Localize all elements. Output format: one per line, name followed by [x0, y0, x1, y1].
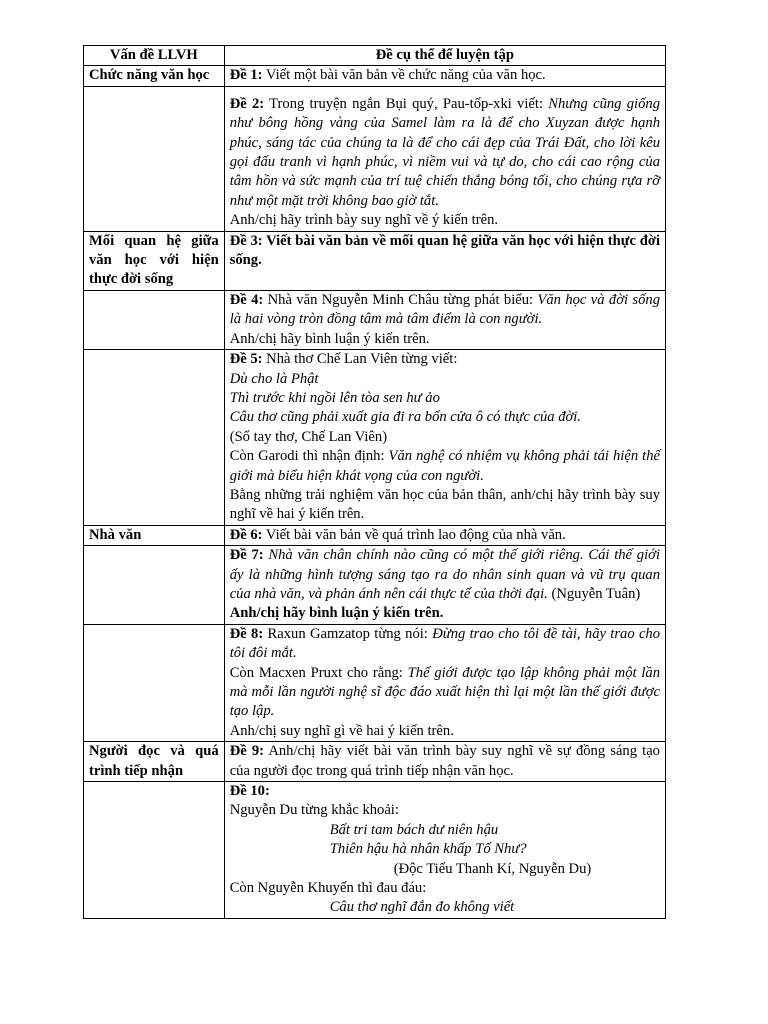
- exercise-table: [83, 45, 666, 919]
- topic-cell: [84, 86, 225, 231]
- exercise-cell: [224, 782, 665, 919]
- topic-cell: [84, 782, 225, 919]
- exercise-text: Viết một bài văn bản về chức năng của văn học.: [262, 67, 546, 84]
- table-row: [84, 525, 666, 545]
- topic-cell: Mối quan hệ giữa văn học với hiện thực đời sống: [84, 231, 225, 290]
- table-row: [84, 66, 666, 86]
- header-exercise: Đề cụ thể để luyện tập: [224, 46, 665, 66]
- exercise-cell: [224, 624, 665, 741]
- exercise-quote: Nhưng cũng giống như bông hồng vàng của Samel làm ra là để cho Xuyzan được hạnh phúc, sáng tác của chúng ta là để cho cái đẹp của Trái Đất, cho lời kêu gọi đấu tranh vì hạnh phúc, vì niềm vui và tự do, cho cái cao rộng của tâm hồn và sức mạnh của trí tuệ chiến thắng bóng tối, cho chúng rựa rỡ như một mặt trời không bao giờ tắt.: [229, 95, 660, 209]
- exercise-text: Nhà văn Nguyễn Minh Châu từng phát biểu:: [263, 291, 538, 308]
- poem-line: Câu thơ nghĩ đắn đo không viết: [329, 899, 515, 916]
- poem-source: (Sổ tay thơ, Chế Lan Viên): [229, 428, 388, 445]
- table-row: [84, 231, 666, 290]
- exercise-text: Viết bài văn bản về quá trình lao động của nhà văn.: [262, 526, 566, 543]
- exercise-cell: [224, 86, 665, 231]
- exercise-prompt: Anh/chị hãy bình luận ý kiến trên.: [229, 330, 430, 347]
- exercise-prompt: Bằng những trải nghiệm văn học của bản thân, anh/chị hãy trình bày suy nghĩ về hai ý kiến trên.: [229, 486, 660, 523]
- exercise-prompt: Anh/chị hãy trình bày suy nghĩ về ý kiến trên.: [229, 212, 499, 229]
- exercise-text: Viết bài văn bản về mối quan hệ giữa văn học với hiện thực đời sống.: [229, 232, 661, 269]
- exercise-label: Đề 1:: [229, 67, 263, 84]
- topic-cell: [84, 290, 225, 349]
- table-row: [84, 86, 666, 231]
- exercise-cell: [224, 290, 665, 349]
- exercise-quote: Thế giới được tạo lập không phải một lần mà mỗi lần người nghệ sĩ độc đáo xuất hiện thì lại một lần thế giới được tạo lập.: [229, 664, 660, 720]
- exercise-text: Còn Macxen Pruxt cho rằng:: [229, 664, 408, 681]
- poem-line: Câu thơ cũng phải xuất gia đi ra bốn cửa ô có thực của đời.: [229, 409, 582, 426]
- exercise-quote: Đừng trao cho tôi đề tài, hãy trao cho tôi đôi mắt.: [229, 625, 661, 662]
- exercise-prompt: Anh/chị suy nghĩ gì về hai ý kiến trên.: [229, 722, 454, 739]
- poem-line: Dù cho là Phật: [229, 370, 319, 387]
- exercise-cell: [224, 350, 665, 526]
- exercise-text: Còn Nguyễn Khuyến thì đau đáu:: [229, 880, 427, 897]
- header-topic: Vấn đề LLVH: [84, 46, 225, 66]
- table-header-row: [84, 46, 666, 66]
- topic-cell: Chức năng văn học: [84, 66, 225, 86]
- exercise-label: Đề 10:: [229, 783, 270, 800]
- poem-line: Thiên hậu hà nhân khấp Tố Như?: [329, 841, 527, 858]
- exercise-label: Đề 8:: [229, 625, 264, 642]
- exercise-label: Đề 5:: [229, 351, 263, 368]
- exercise-cell: [224, 546, 665, 625]
- exercise-source: (Nguyễn Tuân): [547, 585, 641, 602]
- exercise-quote: Văn nghệ có nhiệm vụ không phải tái hiện thế giới mà biểu hiện khát vọng của con người.: [229, 448, 660, 484]
- table-row: [84, 624, 666, 741]
- exercise-cell: [224, 525, 665, 545]
- exercise-cell: [224, 742, 665, 782]
- exercise-text: Trong truyện ngắn Bụi quý, Pau-tốp-xki viết:: [264, 95, 549, 112]
- poem-line: Bất tri tam bách dư niên hậu: [329, 821, 499, 838]
- poem-line: Thì trước khi ngồi lên tòa sen hư ảo: [229, 389, 440, 406]
- exercise-prompt: Anh/chị hãy bình luận ý kiến trên.: [229, 605, 444, 622]
- exercise-label: Đề 4:: [229, 291, 264, 308]
- exercise-cell: [224, 66, 665, 86]
- topic-cell: [84, 546, 225, 625]
- exercise-second-quote: [230, 664, 660, 722]
- table-row: [84, 290, 666, 349]
- table-row: [84, 546, 666, 625]
- topic-cell: Người đọc và quá trình tiếp nhận: [84, 742, 225, 782]
- table-row: [84, 350, 666, 526]
- exercise-quote: Văn học và đời sống là hai vòng tròn đồng tâm mà tâm điểm là con người.: [229, 291, 660, 328]
- exercise-cell: [224, 231, 665, 290]
- exercise-text: Nguyễn Du từng khắc khoải:: [229, 802, 399, 819]
- exercise-label: Đề 9:: [229, 743, 265, 760]
- exercise-text: Nhà thơ Chế Lan Viên từng viết:: [262, 351, 458, 368]
- exercise-quote: Nhà văn chân chính nào cũng có một thế giới riêng. Cái thế giới ấy là những hình tượng sáng tạo ra do nhân sinh quan và vũ trụ quan của nhà văn, và phản ánh nên cái thực tế của thời đại.: [229, 547, 660, 602]
- topic-cell: [84, 350, 225, 526]
- topic-cell: [84, 624, 225, 741]
- topic-cell: Nhà văn: [84, 525, 225, 545]
- exercise-label: Đề 6:: [229, 526, 263, 543]
- table-row: [84, 742, 666, 782]
- exercise-label: Đề 3:: [229, 232, 263, 249]
- exercise-label: Đề 2:: [229, 95, 265, 112]
- poem-source: (Độc Tiểu Thanh Kí, Nguyễn Du): [393, 860, 592, 877]
- table-row: [84, 782, 666, 919]
- exercise-text: Anh/chị hãy viết bài văn trình bày suy nghĩ về sự đồng sáng tạo của người đọc trong quá trình tiếp nhận văn học.: [229, 743, 660, 779]
- exercise-text: Còn Garodi thì nhận định:: [229, 448, 389, 465]
- exercise-label: Đề 7:: [229, 547, 264, 564]
- exercise-text: Raxun Gamzatop từng nói:: [263, 625, 433, 642]
